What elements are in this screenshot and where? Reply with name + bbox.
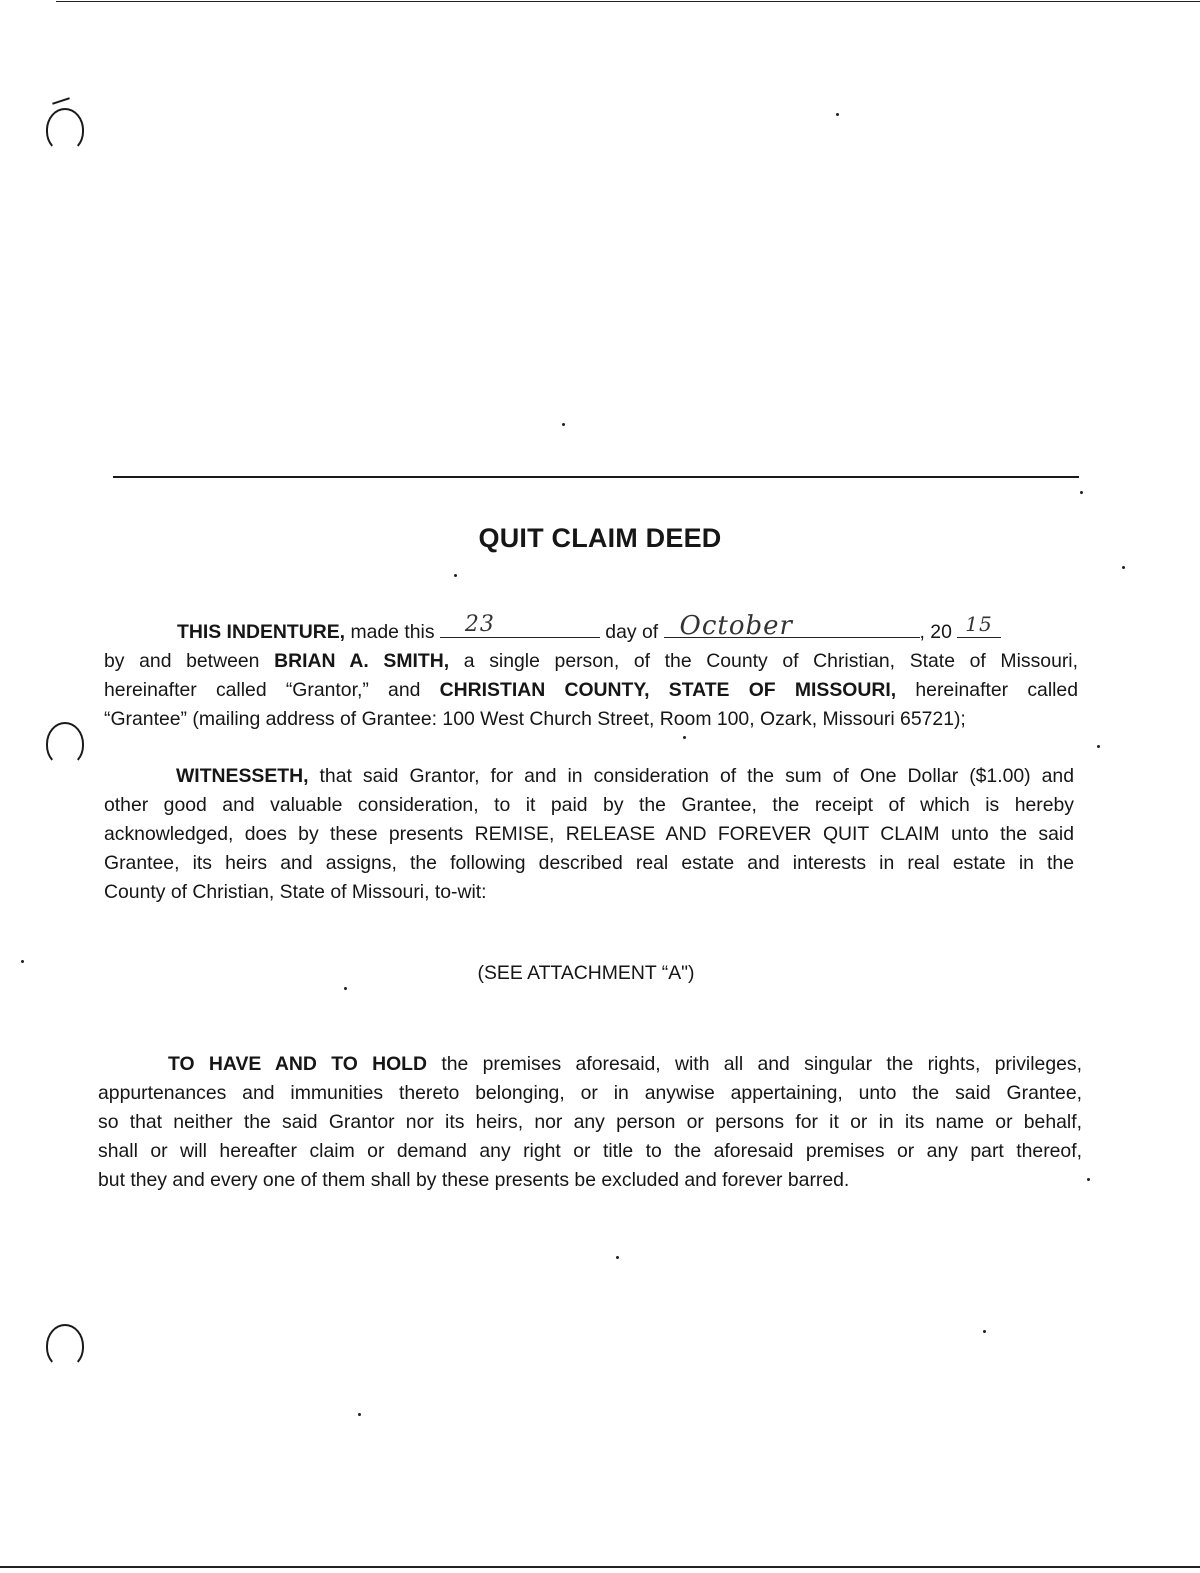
grantor-description: a single person, of the County of Christian, State of Missouri,: [449, 650, 1079, 672]
grantor-called-text: hereinafter called “Grantor,” and: [104, 679, 440, 701]
year-prefix-text: , 20: [919, 621, 958, 643]
scan-speck: [1087, 1178, 1090, 1181]
witnesseth-paragraph: [104, 762, 1074, 907]
indenture-line-1: [104, 611, 1078, 647]
punch-hole-middle: [46, 722, 84, 766]
scan-speck: [836, 113, 839, 116]
premises-text: the premises aforesaid, with all and singular the rights, privileges,: [427, 1053, 1082, 1075]
scan-speck: [562, 423, 565, 426]
scan-speck: [683, 736, 686, 739]
grantee-called-text: hereinafter called: [896, 679, 1078, 701]
scan-speck: [344, 987, 347, 990]
habendum-paragraph: [98, 1050, 1082, 1195]
scan-speck: [1080, 491, 1083, 494]
witnesseth-lead: WITNESSETH,: [176, 765, 309, 787]
scan-speck: [616, 1256, 619, 1259]
made-this-text: made this: [345, 621, 440, 643]
grantee-name: CHRISTIAN COUNTY, STATE OF MISSOURI,: [439, 679, 897, 701]
scan-mark: [52, 97, 70, 104]
habendum-line-4: shall or will hereafter claim or demand any right or title to the aforesaid premises or any part thereof,: [98, 1140, 1082, 1162]
habendum-line-2: appurtenances and immunities thereto belonging, or in anywise appertaining, unto the said Grantee,: [98, 1082, 1082, 1104]
habendum-line-3: so that neither the said Grantor nor its heirs, nor any person or persons for it or in its name or behalf,: [98, 1111, 1082, 1133]
handwritten-day: 23: [464, 612, 495, 637]
scan-edge-top: [56, 1, 1200, 2]
handwritten-year: 15: [965, 612, 993, 636]
habendum-line-5: but they and every one of them shall by these presents be excluded and forever barred.: [98, 1169, 850, 1191]
document-title: QUIT CLAIM DEED: [478, 523, 722, 553]
indenture-line-3: [104, 676, 1078, 705]
habendum-line-1: [98, 1050, 1082, 1079]
habendum-lead: TO HAVE AND TO HOLD: [168, 1053, 428, 1075]
indenture-line-2: [104, 647, 1078, 676]
indenture-line-4: “Grantee” (mailing address of Grantee: 100 West Church Street, Room 100, Ozark, Missouri 65721);: [104, 708, 966, 730]
witnesseth-line-3: acknowledged, does by these presents REMISE, RELEASE AND FOREVER QUIT CLAIM unto the said: [104, 823, 1074, 845]
indenture-paragraph: [104, 611, 1079, 734]
scan-edge-bottom: [0, 1566, 1200, 1568]
month-blank: [664, 611, 920, 641]
scan-speck: [358, 1413, 361, 1416]
recording-header-rule: [113, 476, 1079, 478]
witnesseth-line-4: Grantee, its heirs and assigns, the following described real estate and interests in real estate in the: [104, 852, 1074, 874]
grantor-name: BRIAN A. SMITH,: [274, 650, 450, 672]
witnesseth-line-5: County of Christian, State of Missouri, to-wit:: [104, 881, 487, 903]
day-blank: [440, 612, 600, 638]
consideration-text: that said Grantor, for and in consideration of the sum of One Dollar ($1.00) and: [308, 765, 1074, 787]
handwritten-month: October: [679, 611, 793, 641]
witnesseth-line-2: other good and valuable consideration, to it paid by the Grantee, the receipt of which is hereby: [104, 794, 1074, 816]
witnesseth-line-1: [104, 762, 1074, 791]
punch-hole-bottom: [46, 1324, 84, 1368]
year-blank: [957, 612, 1001, 638]
scan-speck: [1097, 745, 1100, 748]
scan-speck: [983, 1330, 986, 1333]
indenture-lead: THIS INDENTURE,: [177, 621, 346, 643]
scan-speck: [454, 574, 457, 577]
day-of-text: day of: [599, 621, 664, 643]
scan-speck: [1122, 566, 1125, 569]
between-text: by and between: [104, 650, 275, 672]
punch-hole-top: [46, 108, 84, 152]
attachment-reference: (SEE ATTACHMENT “A"): [477, 962, 695, 984]
